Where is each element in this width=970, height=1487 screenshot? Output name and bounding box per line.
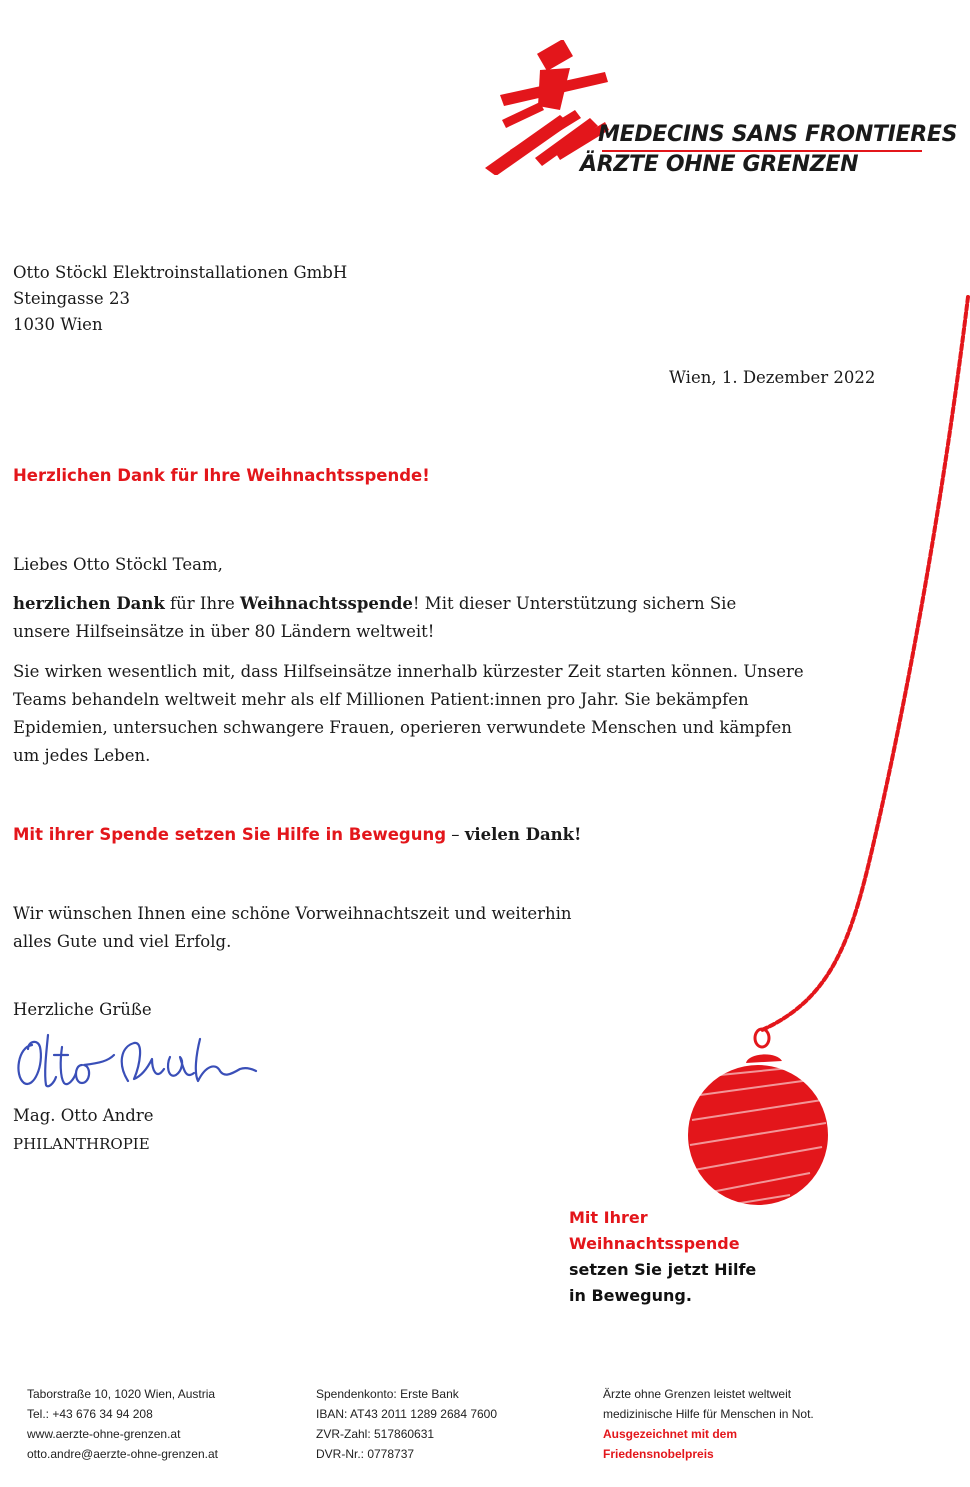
footer-address: Taborstraße 10, 1020 Wien, Austria: [27, 1387, 216, 1401]
paragraph-impact: Sie wirken wesentlich mit, dass Hilfseinsätze innerhalb kürzester Zeit starten können. Unsere Teams behandeln weltweit mehr als elf Millionen Patient:innen pro Jahr. Sie bekämpfen Epidemien, untersuchen schwangere Frauen, operieren verwundete Menschen und kämpfen um jedes Leben.: [13, 662, 804, 765]
letter-date: Wien, 1. Dezember 2022: [669, 368, 876, 387]
msf-logo: [480, 40, 958, 180]
footer-phone[interactable]: Tel.: +43 676 34 94 208: [27, 1407, 153, 1421]
logo-line-2: ÄRZTE OHNE GRENZEN: [580, 152, 859, 177]
recipient-name: Otto Stöckl Elektroinstallationen GmbH: [13, 263, 348, 282]
signer-department: PHILANTHROPIE: [13, 1135, 150, 1153]
handwritten-signature: [10, 1025, 260, 1095]
letter-subject: Herzlichen Dank für Ihre Weihnachtsspende!: [13, 466, 430, 485]
highlight-bold: vielen Dank!: [464, 825, 582, 844]
thanks-bold-1: herzlichen Dank: [13, 594, 165, 613]
highlight-red: Mit ihrer Spende setzen Sie Hilfe in Bewegung: [13, 825, 447, 844]
highlight-dash: –: [446, 825, 465, 844]
signer-block: [13, 1102, 154, 1158]
salutation: Liebes Otto Stöckl Team,: [13, 555, 223, 574]
recipient-address: [13, 260, 347, 338]
bauble-ball: [688, 1065, 828, 1205]
highlight-line: [13, 821, 581, 849]
footer-email-link[interactable]: otto.andre@aerzte-ohne-grenzen.at: [27, 1447, 218, 1461]
bauble-cap: [746, 1054, 782, 1063]
footer-award-1: Ausgezeichnet mit dem: [603, 1427, 738, 1441]
footer-zvr: ZVR-Zahl: 517860631: [316, 1427, 435, 1441]
footer-bank: [316, 1384, 497, 1464]
wishes-line-2: alles Gute und viel Erfolg.: [13, 932, 232, 951]
wishes-line-1: Wir wünschen Ihnen eine schöne Vorweihnachtszeit und weiterhin: [13, 904, 572, 923]
logo-line-1: MEDECINS SANS FRONTIERES: [598, 122, 958, 147]
caption-black-1: setzen Sie jetzt Hilfe: [569, 1260, 757, 1279]
footer-website-link[interactable]: www.aerzte-ohne-grenzen.at: [27, 1427, 181, 1441]
footer-bank-name: Spendenkonto: Erste Bank: [316, 1387, 459, 1401]
signer-name: Mag. Otto Andre: [13, 1106, 154, 1125]
wishes: [13, 900, 572, 956]
footer-about: [603, 1384, 814, 1464]
footer-dvr: DVR-Nr.: 0778737: [316, 1447, 415, 1461]
thanks-bold-2: Weihnachtsspende: [239, 594, 413, 613]
footer-award-2: Friedensnobelpreis: [603, 1447, 714, 1461]
bauble-string: [762, 297, 968, 1030]
thanks-text-2: ! Mit dieser Unterstützung sichern Sie unsere Hilfseinsätze in über 80 Ländern weltweit!: [13, 594, 737, 641]
bauble-hook-ring: [755, 1029, 769, 1047]
footer-contact: [27, 1384, 218, 1464]
caption-red-2: Weihnachtsspende: [569, 1234, 740, 1253]
ornament-caption: [569, 1205, 756, 1309]
caption-black-2: in Bewegung.: [569, 1286, 692, 1305]
caption-red-1: Mit Ihrer: [569, 1208, 648, 1227]
thanks-text-1: für Ihre: [164, 594, 240, 613]
footer-about-2: medizinische Hilfe für Menschen in Not.: [603, 1407, 814, 1421]
footer-about-1: Ärzte ohne Grenzen leistet weltweit: [603, 1387, 792, 1401]
recipient-street: Steingasse 23: [13, 289, 130, 308]
christmas-bauble-illustration: [650, 295, 970, 1215]
footer-iban: IBAN: AT43 2011 1289 2684 7600: [316, 1407, 498, 1421]
closing: Herzliche Grüße: [13, 1000, 152, 1019]
recipient-city: 1030 Wien: [13, 315, 103, 334]
